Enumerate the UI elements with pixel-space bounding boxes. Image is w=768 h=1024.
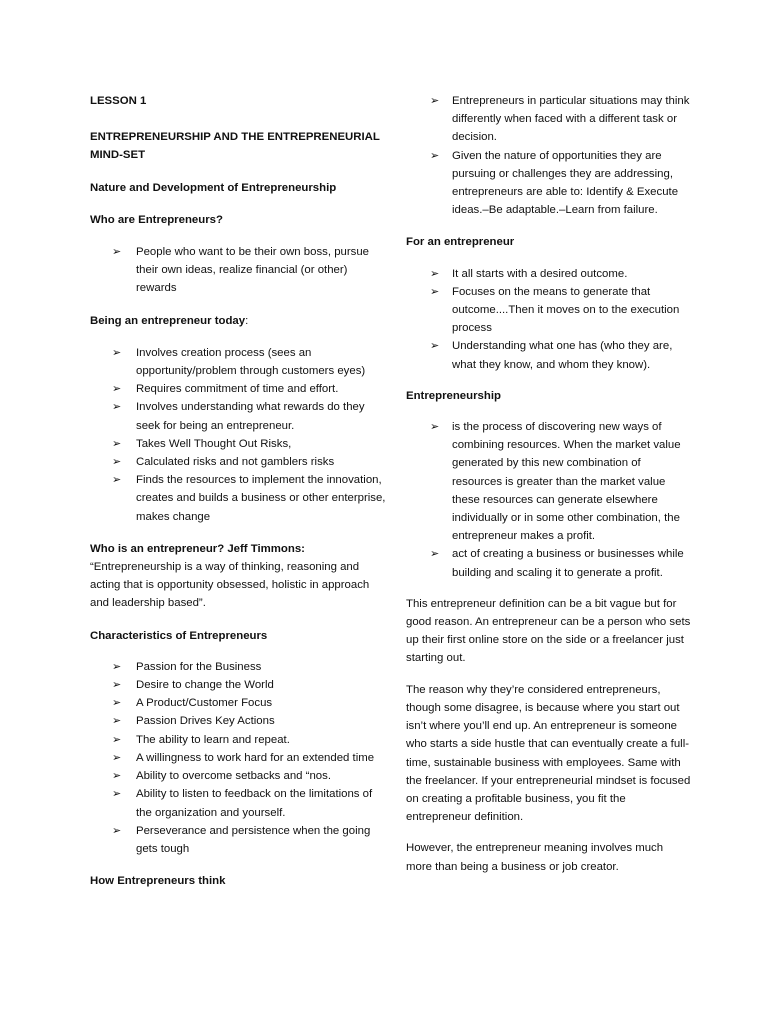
list-item: ➢ Passion for the Business — [90, 658, 390, 676]
list-item: ➢ Understanding what one has (who they are, what they know, and whom they know). — [406, 337, 691, 373]
for-entrepreneur-list — [406, 265, 691, 374]
reason-paragraph: The reason why they’re considered entrepreneurs, though some disagree, is because where you start out isn’t where you’ll end up. An entrepreneur is someone who starts a side hustle that can eventually create a full-time, sustainable business with employees. Same with the freelancer. If your entrepreneurial mindset is focused on creating a profitable business, you fit the entrepreneur definition. — [406, 683, 691, 824]
list-item: ➢ Ability to overcome setbacks and “nos. — [90, 767, 390, 785]
think-list — [406, 92, 691, 219]
definition-paragraph: This entrepreneur definition can be a bit vague but for good reason. An entrepreneur can be a person who sets up their first online store on the side or a freelancer just starting out. — [406, 597, 691, 665]
characteristics-list — [90, 658, 390, 858]
timmons-quote: “Entrepreneurship is a way of thinking, reasoning and acting that is opportunity obsessed, holistic in approach and leadership based”. — [90, 561, 370, 610]
characteristics-heading: Characteristics of Entrepreneurs — [90, 629, 268, 642]
nature-heading: Nature and Development of Entrepreneurship — [90, 181, 337, 194]
arrowhead-bullet-icon: ➢ — [112, 474, 122, 487]
entrepreneurship-heading: Entrepreneurship — [406, 389, 501, 402]
list-item: ➢ Requires commitment of time and effort. — [90, 380, 390, 398]
list-item: ➢ People who want to be their own boss, pursue their own ideas, realize financial (or other) rewards — [90, 243, 390, 298]
arrowhead-bullet-icon: ➢ — [112, 751, 122, 764]
list-item: ➢ Involves creation process (sees an opportunity/problem through customers eyes) — [90, 344, 390, 380]
arrowhead-bullet-icon: ➢ — [430, 149, 440, 162]
list-item: ➢ Passion Drives Key Actions — [90, 712, 390, 730]
entrepreneurship-list — [406, 418, 691, 582]
meaning-paragraph: However, the entrepreneur meaning involves much more than being a business or job creator. — [406, 842, 664, 873]
list-item: ➢ is the process of discovering new ways of combining resources. When the market value generated by this new combination of resources is greater than the market value these resources can generate elsewhere individually or in some other combination, the entrepreneur makes a profit. — [406, 418, 691, 545]
left-column — [90, 92, 390, 890]
list-item: ➢ Calculated risks and not gamblers risks — [90, 453, 390, 471]
arrowhead-bullet-icon: ➢ — [112, 401, 122, 414]
list-item: ➢ Perseverance and persistence when the going gets tough — [90, 822, 390, 858]
list-item: ➢ Ability to listen to feedback on the limitations of the organization and yourself. — [90, 785, 390, 821]
arrowhead-bullet-icon: ➢ — [112, 770, 122, 783]
today-heading-line: Being an entrepreneur today: — [90, 314, 249, 327]
list-item: ➢ Focuses on the means to generate that outcome....Then it moves on to the execution process — [406, 283, 691, 338]
arrowhead-bullet-icon: ➢ — [430, 267, 440, 280]
arrowhead-bullet-icon: ➢ — [112, 697, 122, 710]
arrowhead-bullet-icon: ➢ — [112, 383, 122, 396]
lesson-label: LESSON 1 — [90, 95, 147, 107]
list-item: ➢ It all starts with a desired outcome. — [406, 265, 691, 283]
list-item: ➢ Given the nature of opportunities they are pursuing or challenges they are addressing, entrepreneurs are able to: Identify & Execute ideas.–Be adaptable.–Learn from failure. — [406, 147, 691, 220]
arrowhead-bullet-icon: ➢ — [430, 285, 440, 298]
for-entrepreneur-heading: For an entrepreneur — [406, 236, 515, 249]
arrowhead-bullet-icon: ➢ — [430, 421, 440, 434]
today-heading: Being an entrepreneur today — [90, 314, 246, 327]
list-item: ➢ The ability to learn and repeat. — [90, 731, 390, 749]
right-column — [406, 92, 691, 876]
list-item: ➢ Entrepreneurs in particular situations may think differently when faced with a different task or decision. — [406, 92, 691, 147]
think-heading: How Entrepreneurs think — [90, 875, 226, 888]
who-list — [90, 243, 390, 298]
arrowhead-bullet-icon: ➢ — [112, 346, 122, 359]
list-item: ➢ A willingness to work hard for an extended time — [90, 749, 390, 767]
arrowhead-bullet-icon: ➢ — [112, 437, 122, 450]
arrowhead-bullet-icon: ➢ — [112, 788, 122, 801]
arrowhead-bullet-icon: ➢ — [112, 733, 122, 746]
arrowhead-bullet-icon: ➢ — [430, 548, 440, 561]
arrowhead-bullet-icon: ➢ — [430, 95, 440, 107]
arrowhead-bullet-icon: ➢ — [430, 340, 440, 353]
list-item: ➢ act of creating a business or businesses while building and scaling it to generate a profit. — [406, 545, 691, 581]
arrowhead-bullet-icon: ➢ — [112, 824, 122, 837]
list-item: ➢ Desire to change the World — [90, 676, 390, 694]
list-item: ➢ Finds the resources to implement the innovation, creates and builds a business or other enterprise, makes change — [90, 471, 390, 526]
today-list — [90, 344, 390, 526]
arrowhead-bullet-icon: ➢ — [112, 246, 122, 259]
timmons-heading: Who is an entrepreneur? Jeff Timmons: — [90, 542, 305, 555]
arrowhead-bullet-icon: ➢ — [112, 679, 122, 692]
lesson-title: ENTREPRENEURSHIP AND THE ENTREPRENEURIAL MIND-SET — [90, 131, 380, 162]
list-item: ➢ Involves understanding what rewards do they seek for being an entrepreneur. — [90, 398, 390, 434]
arrowhead-bullet-icon: ➢ — [112, 715, 122, 728]
arrowhead-bullet-icon: ➢ — [112, 456, 122, 469]
list-item: ➢ Takes Well Thought Out Risks, — [90, 435, 390, 453]
arrowhead-bullet-icon: ➢ — [112, 660, 122, 673]
list-item: ➢ A Product/Customer Focus — [90, 694, 390, 712]
who-heading: Who are Entrepreneurs? — [90, 213, 223, 226]
